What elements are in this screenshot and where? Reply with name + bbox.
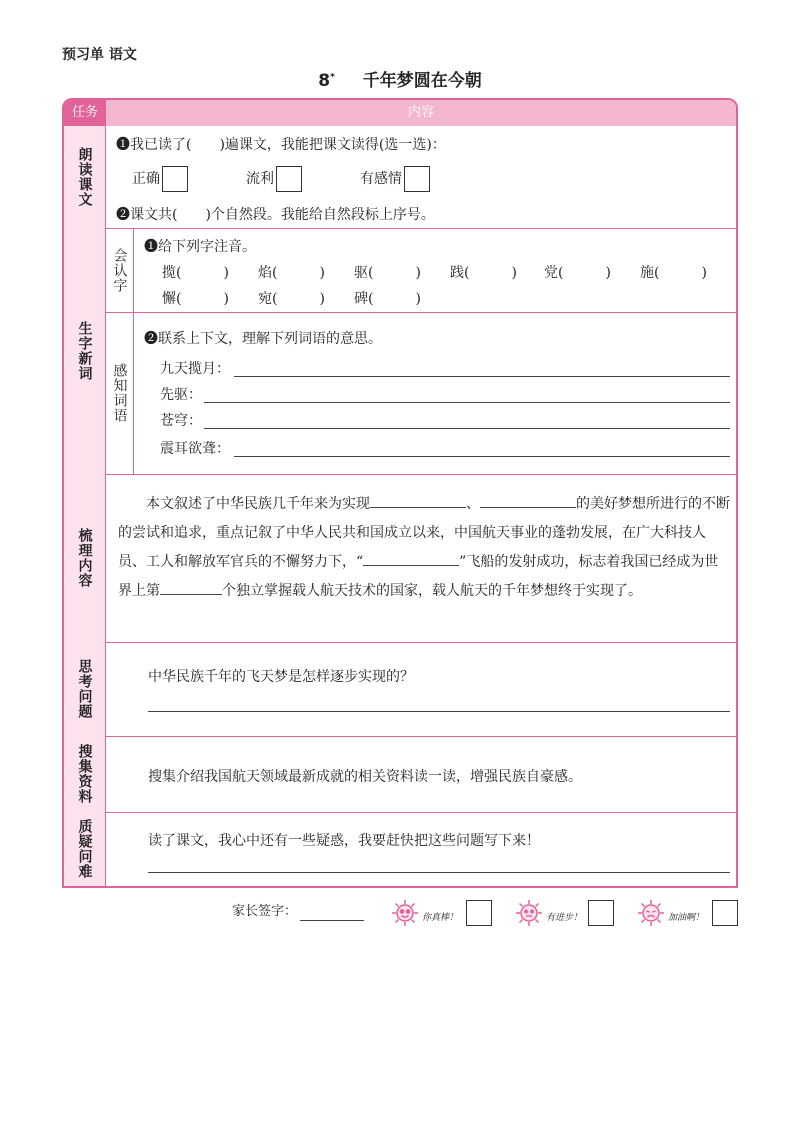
checkbox-fluent[interactable] — [276, 166, 302, 192]
pinyin-item[interactable]: 揽( ) — [162, 265, 229, 281]
sun-face-icon — [514, 898, 544, 928]
praise-checkbox[interactable] — [466, 900, 492, 926]
reading-option-fluent: 流利 — [246, 166, 302, 192]
checkbox-correct[interactable] — [162, 166, 188, 192]
reading-line-1: ❶我已读了( )遍课文，我能把课文读得(选一选)： — [116, 137, 446, 153]
vocab-item: 先驱： — [160, 387, 202, 403]
answer-line[interactable] — [204, 428, 730, 429]
pinyin-item[interactable]: 践( ) — [450, 265, 517, 281]
category-doubt: 质疑问难 — [64, 812, 106, 886]
parent-signature-label: 家长签字： — [232, 904, 298, 919]
divider — [64, 474, 736, 475]
pinyin-item[interactable]: 党( ) — [544, 265, 611, 281]
recognize-intro: ❶给下列字注音。 — [144, 239, 256, 255]
worksheet-header: 预习单 语文 — [62, 47, 137, 63]
praise-label: 有进步！ — [546, 913, 583, 923]
fill-blank[interactable] — [370, 495, 466, 508]
divider — [64, 812, 736, 813]
pinyin-item[interactable]: 碑( ) — [354, 291, 421, 307]
divider — [64, 736, 736, 737]
category-collect: 搜集资料 — [64, 736, 106, 812]
category-reading: 朗读课文 — [64, 126, 106, 228]
collect-text: 搜集介绍我国航天领域最新成就的相关资料读一读，增强民族自豪感。 — [148, 769, 582, 785]
summary-paragraph: 本文叙述了中华民族几千年来为实现 、 的美好梦想所进行的不断的尝试和追求，重点记叙了中华人民共和国成立以来，中国航天事业的蓬勃发展，在广大科技人员、工人和解放军官兵的不懈努力下，“ ”飞船的发射成功，标志着我国已经成为世界上第 个独立掌握载人航天技术的国家，载人航天的千年梦想终于实现了。 — [118, 496, 730, 599]
reading-option-correct: 正确 — [132, 166, 188, 192]
answer-line[interactable] — [234, 456, 730, 457]
vocab-item: 震耳欲聋： — [160, 441, 230, 457]
fill-blank[interactable] — [480, 495, 576, 508]
sun-face-icon — [390, 898, 420, 928]
pinyin-item[interactable]: 懈( ) — [162, 291, 229, 307]
vocab-item: 苍穹： — [160, 413, 202, 429]
category-think: 思考问题 — [64, 642, 106, 736]
doubt-text: 读了课文，我心中还有一些疑惑，我要赶快把这些问题写下来！ — [148, 833, 540, 849]
fill-blank[interactable] — [363, 553, 459, 566]
subcategory-perceive: 感知词语 — [106, 312, 134, 474]
praise-label: 加油啊！ — [668, 913, 705, 923]
parent-signature-line[interactable] — [300, 920, 364, 921]
pinyin-item[interactable]: 宛( ) — [258, 291, 325, 307]
lesson-title: 千年梦圆在今朝 — [362, 71, 482, 91]
lesson-title-line — [0, 66, 800, 91]
checkbox-emotion[interactable] — [404, 166, 430, 192]
reading-option-emotion: 有感情 — [360, 166, 430, 192]
table-head-content: 内容 — [106, 100, 736, 126]
perceive-intro: ❷联系上下文，理解下列词语的意思。 — [144, 331, 382, 347]
lesson-number: 8 — [318, 71, 331, 91]
pinyin-item[interactable]: 驱( ) — [354, 265, 421, 281]
answer-line[interactable] — [204, 402, 730, 403]
pinyin-item[interactable]: 施( ) — [640, 265, 707, 281]
praise-checkbox[interactable] — [712, 900, 738, 926]
answer-line[interactable] — [234, 376, 730, 377]
subcategory-recognize: 会认字 — [106, 228, 134, 312]
answer-line[interactable] — [148, 711, 730, 712]
pinyin-item[interactable]: 焰( ) — [258, 265, 325, 281]
table-head-task: 任务 — [64, 100, 106, 126]
praise-checkbox[interactable] — [588, 900, 614, 926]
think-question: 中华民族千年的飞天梦是怎样逐步实现的？ — [148, 669, 414, 685]
vocab-item: 九天揽月： — [160, 361, 230, 377]
divider — [106, 312, 736, 313]
lesson-mark: * — [330, 72, 335, 83]
sun-face-icon — [636, 898, 666, 928]
divider — [64, 642, 736, 643]
reading-line-2: ❷课文共( )个自然段。我能给自然段标上序号。 — [116, 207, 435, 223]
category-words: 生字新词 — [64, 228, 106, 474]
answer-line[interactable] — [148, 872, 730, 873]
praise-label: 你真棒！ — [422, 913, 459, 923]
preview-table — [62, 98, 738, 888]
fill-blank[interactable] — [160, 582, 222, 595]
category-summary: 梳理内容 — [64, 474, 106, 642]
divider — [64, 228, 736, 229]
